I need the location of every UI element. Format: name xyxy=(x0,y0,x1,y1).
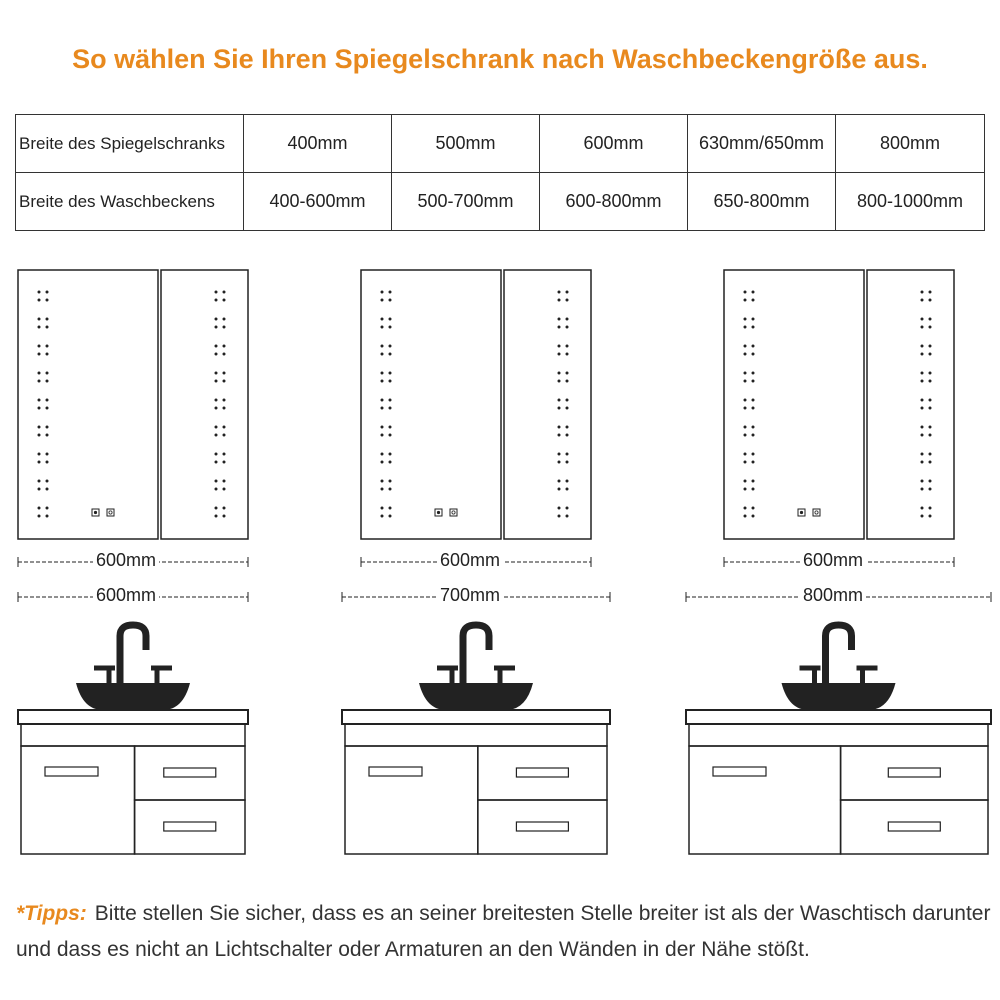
led-dot xyxy=(566,461,569,464)
led-dot xyxy=(389,318,392,321)
led-dot xyxy=(929,453,932,456)
led-dot xyxy=(558,426,561,429)
led-dot xyxy=(929,299,932,302)
touch-switch-ring xyxy=(815,511,818,514)
led-dot xyxy=(46,291,49,294)
led-dot xyxy=(752,326,755,329)
table-cell: 650-800mm xyxy=(688,173,836,231)
led-dot xyxy=(752,345,755,348)
vanity-drawer-bottom-2 xyxy=(478,800,607,854)
led-dot xyxy=(389,326,392,329)
led-dot xyxy=(46,399,49,402)
mirror-cabinet-right-door-2 xyxy=(504,270,591,539)
led-dot xyxy=(215,372,218,375)
led-dot xyxy=(566,345,569,348)
touch-switch-icon xyxy=(813,509,820,516)
led-dot xyxy=(558,434,561,437)
table-cell: 400mm xyxy=(244,115,392,173)
vanity-door-1 xyxy=(21,746,135,854)
led-dot xyxy=(215,407,218,410)
led-dot xyxy=(223,461,226,464)
led-dot xyxy=(389,353,392,356)
led-dot xyxy=(744,380,747,383)
vanity-apron-1 xyxy=(21,724,245,746)
led-dot xyxy=(929,291,932,294)
led-dot xyxy=(921,299,924,302)
led-dot xyxy=(921,461,924,464)
led-dot xyxy=(929,461,932,464)
led-dot xyxy=(38,407,41,410)
led-dot xyxy=(752,480,755,483)
led-dot xyxy=(752,291,755,294)
led-dot xyxy=(744,353,747,356)
faucet-handle-left-1 xyxy=(94,668,115,683)
led-dot xyxy=(38,461,41,464)
led-dot xyxy=(215,345,218,348)
led-dot xyxy=(566,291,569,294)
mirror-cabinet-left-door-1 xyxy=(18,270,158,539)
led-dot xyxy=(381,515,384,518)
led-dot xyxy=(558,507,561,510)
led-dot xyxy=(381,488,384,491)
led-dot xyxy=(929,380,932,383)
led-dot xyxy=(381,326,384,329)
led-dot xyxy=(752,434,755,437)
led-dot xyxy=(744,480,747,483)
led-dot xyxy=(223,399,226,402)
led-dot xyxy=(46,345,49,348)
table-cell: 800-1000mm xyxy=(836,173,985,231)
led-dot xyxy=(921,507,924,510)
led-dot xyxy=(381,291,384,294)
led-dot xyxy=(223,453,226,456)
led-dot xyxy=(38,372,41,375)
led-dot xyxy=(46,426,49,429)
led-dot xyxy=(566,353,569,356)
sink-basin-2 xyxy=(419,683,533,710)
led-dot xyxy=(46,480,49,483)
led-dot xyxy=(744,399,747,402)
led-dot xyxy=(921,480,924,483)
touch-switch-dot xyxy=(94,511,97,514)
table-cell: 800mm xyxy=(836,115,985,173)
table-cell: 600-800mm xyxy=(540,173,688,231)
led-dot xyxy=(381,318,384,321)
faucet-spout-1 xyxy=(120,625,146,683)
led-dot xyxy=(223,480,226,483)
led-dot xyxy=(38,380,41,383)
led-dot xyxy=(381,453,384,456)
drawer-handle-3 xyxy=(888,822,940,831)
touch-switch-dot xyxy=(800,511,803,514)
led-dot xyxy=(921,426,924,429)
led-dot xyxy=(558,299,561,302)
led-dot xyxy=(744,407,747,410)
led-dot xyxy=(566,488,569,491)
door-handle-1 xyxy=(45,767,98,776)
led-dot xyxy=(223,299,226,302)
led-dot xyxy=(223,372,226,375)
led-dot xyxy=(381,507,384,510)
cabinet-width-label-3: 600mm xyxy=(800,550,866,571)
led-dot xyxy=(929,426,932,429)
vanity-apron-3 xyxy=(689,724,988,746)
led-dot xyxy=(929,345,932,348)
led-dot xyxy=(38,515,41,518)
led-dot xyxy=(381,461,384,464)
led-dot xyxy=(929,488,932,491)
led-dot xyxy=(46,372,49,375)
led-dot xyxy=(921,434,924,437)
led-dot xyxy=(223,380,226,383)
led-dot xyxy=(215,426,218,429)
led-dot xyxy=(46,515,49,518)
led-dot xyxy=(46,507,49,510)
led-dot xyxy=(921,380,924,383)
led-dot xyxy=(215,434,218,437)
led-dot xyxy=(38,480,41,483)
led-dot xyxy=(46,407,49,410)
vanity-drawer-top-2 xyxy=(478,746,607,800)
led-dot xyxy=(558,291,561,294)
led-dot xyxy=(389,407,392,410)
led-dot xyxy=(38,453,41,456)
led-dot xyxy=(558,372,561,375)
led-dot xyxy=(929,434,932,437)
led-dot xyxy=(223,318,226,321)
mirror-cabinet-left-door-2 xyxy=(361,270,501,539)
vanity-top-2 xyxy=(342,710,610,724)
led-dot xyxy=(744,318,747,321)
mirror-cabinet-left-door-3 xyxy=(724,270,864,539)
led-dot xyxy=(38,353,41,356)
touch-switch-ring xyxy=(109,511,112,514)
led-dot xyxy=(921,372,924,375)
led-dot xyxy=(929,353,932,356)
led-dot xyxy=(215,291,218,294)
led-dot xyxy=(389,480,392,483)
led-dot xyxy=(744,434,747,437)
led-dot xyxy=(752,461,755,464)
led-dot xyxy=(921,515,924,518)
tips-note xyxy=(16,896,991,968)
row-header: Breite des Spiegelschranks xyxy=(16,115,244,173)
drawer-handle-2 xyxy=(516,822,568,831)
led-dot xyxy=(215,453,218,456)
led-dot xyxy=(215,515,218,518)
led-dot xyxy=(381,426,384,429)
led-dot xyxy=(752,426,755,429)
led-dot xyxy=(46,488,49,491)
led-dot xyxy=(566,326,569,329)
table-cell: 600mm xyxy=(540,115,688,173)
led-dot xyxy=(38,291,41,294)
led-dot xyxy=(46,353,49,356)
led-dot xyxy=(38,345,41,348)
led-dot xyxy=(752,515,755,518)
led-dot xyxy=(744,461,747,464)
led-dot xyxy=(566,407,569,410)
sink-basin-3 xyxy=(782,683,896,710)
led-dot xyxy=(389,426,392,429)
led-dot xyxy=(558,480,561,483)
led-dot xyxy=(215,299,218,302)
door-handle-2 xyxy=(369,767,422,776)
led-dot xyxy=(929,318,932,321)
led-dot xyxy=(921,407,924,410)
faucet-handle-right-2 xyxy=(494,668,515,683)
led-dot xyxy=(389,507,392,510)
led-dot xyxy=(389,380,392,383)
table-cell: 500mm xyxy=(392,115,540,173)
led-dot xyxy=(921,453,924,456)
cabinet-width-label-1: 600mm xyxy=(93,550,159,571)
led-dot xyxy=(215,488,218,491)
page-title: So wählen Sie Ihren Spiegelschrank nach Waschbeckengröße aus. xyxy=(72,44,928,74)
led-dot xyxy=(752,299,755,302)
led-dot xyxy=(921,399,924,402)
led-dot xyxy=(566,515,569,518)
led-dot xyxy=(215,480,218,483)
led-dot xyxy=(223,515,226,518)
led-dot xyxy=(215,380,218,383)
led-dot xyxy=(752,453,755,456)
led-dot xyxy=(558,407,561,410)
led-dot xyxy=(744,299,747,302)
led-dot xyxy=(558,380,561,383)
led-dot xyxy=(46,434,49,437)
drawer-handle-1 xyxy=(164,768,216,777)
led-dot xyxy=(752,318,755,321)
led-dot xyxy=(558,345,561,348)
led-dot xyxy=(389,515,392,518)
row-header: Breite des Waschbeckens xyxy=(16,173,244,231)
led-dot xyxy=(38,318,41,321)
led-dot xyxy=(46,326,49,329)
faucet-spout-3 xyxy=(826,625,852,683)
vanity-drawer-bottom-1 xyxy=(135,800,245,854)
led-dot xyxy=(921,318,924,321)
led-dot xyxy=(389,345,392,348)
table-cell: 500-700mm xyxy=(392,173,540,231)
led-dot xyxy=(744,515,747,518)
led-dot xyxy=(921,353,924,356)
led-dot xyxy=(752,407,755,410)
vanity-door-3 xyxy=(689,746,841,854)
led-dot xyxy=(46,453,49,456)
led-dot xyxy=(389,372,392,375)
led-dot xyxy=(381,407,384,410)
led-dot xyxy=(752,380,755,383)
led-dot xyxy=(389,434,392,437)
led-dot xyxy=(389,453,392,456)
led-dot xyxy=(558,318,561,321)
vanity-door-2 xyxy=(345,746,478,854)
led-dot xyxy=(215,461,218,464)
led-dot xyxy=(929,407,932,410)
door-handle-3 xyxy=(713,767,766,776)
led-dot xyxy=(215,507,218,510)
led-dot xyxy=(381,480,384,483)
led-dot xyxy=(38,507,41,510)
led-dot xyxy=(566,480,569,483)
led-dot xyxy=(38,426,41,429)
led-dot xyxy=(223,291,226,294)
led-dot xyxy=(381,380,384,383)
faucet-handle-right-1 xyxy=(151,668,172,683)
led-dot xyxy=(223,434,226,437)
led-dot xyxy=(566,434,569,437)
cabinet-width-label-2: 600mm xyxy=(437,550,503,571)
vanity-width-label-3: 800mm xyxy=(800,585,866,606)
drawer-handle-1 xyxy=(164,822,216,831)
led-dot xyxy=(223,326,226,329)
led-dot xyxy=(566,453,569,456)
tips-label: *Tipps: xyxy=(16,902,87,925)
vanity-apron-2 xyxy=(345,724,607,746)
led-dot xyxy=(215,399,218,402)
led-dot xyxy=(381,353,384,356)
led-dot xyxy=(744,488,747,491)
faucet-handle-right-3 xyxy=(857,668,878,683)
led-dot xyxy=(566,318,569,321)
led-dot xyxy=(566,299,569,302)
vanity-top-1 xyxy=(18,710,248,724)
touch-switch-dot xyxy=(437,511,440,514)
led-dot xyxy=(389,291,392,294)
led-dot xyxy=(46,318,49,321)
led-dot xyxy=(215,326,218,329)
led-dot xyxy=(929,515,932,518)
led-dot xyxy=(744,507,747,510)
touch-switch-icon xyxy=(450,509,457,516)
led-dot xyxy=(566,372,569,375)
led-dot xyxy=(744,453,747,456)
led-dot xyxy=(381,399,384,402)
vanity-drawer-top-1 xyxy=(135,746,245,800)
led-dot xyxy=(389,399,392,402)
led-dot xyxy=(38,299,41,302)
led-dot xyxy=(381,372,384,375)
led-dot xyxy=(389,299,392,302)
led-dot xyxy=(223,426,226,429)
led-dot xyxy=(215,318,218,321)
tips-text: Bitte stellen Sie sicher, dass es an seiner breitesten Stelle breiter ist als der Waschtisch darunter und dass es nicht an Lichtschalter oder Armaturen an den Wänden in der Nähe stößt. xyxy=(16,902,991,961)
table-cell: 400-600mm xyxy=(244,173,392,231)
led-dot xyxy=(752,399,755,402)
led-dot xyxy=(558,353,561,356)
led-dot xyxy=(223,407,226,410)
led-dot xyxy=(381,345,384,348)
vanity-top-3 xyxy=(686,710,991,724)
led-dot xyxy=(752,488,755,491)
mirror-cabinet-right-door-3 xyxy=(867,270,954,539)
led-dot xyxy=(752,507,755,510)
led-dot xyxy=(929,326,932,329)
led-dot xyxy=(566,507,569,510)
led-dot xyxy=(752,353,755,356)
led-dot xyxy=(744,326,747,329)
led-dot xyxy=(215,353,218,356)
led-dot xyxy=(558,515,561,518)
led-dot xyxy=(38,326,41,329)
led-dot xyxy=(566,380,569,383)
led-dot xyxy=(566,426,569,429)
led-dot xyxy=(223,345,226,348)
led-dot xyxy=(744,291,747,294)
led-dot xyxy=(744,426,747,429)
led-dot xyxy=(223,488,226,491)
touch-switch-ring xyxy=(452,511,455,514)
led-dot xyxy=(921,488,924,491)
led-dot xyxy=(381,434,384,437)
faucet-handle-left-3 xyxy=(800,668,821,683)
sink-basin-1 xyxy=(76,683,190,710)
led-dot xyxy=(46,461,49,464)
led-dot xyxy=(38,488,41,491)
led-dot xyxy=(752,372,755,375)
led-dot xyxy=(558,488,561,491)
led-dot xyxy=(223,507,226,510)
vanity-width-label-2: 700mm xyxy=(437,585,503,606)
drawer-handle-3 xyxy=(888,768,940,777)
led-dot xyxy=(929,372,932,375)
touch-switch-icon xyxy=(107,509,114,516)
led-dot xyxy=(929,480,932,483)
led-dot xyxy=(744,372,747,375)
led-dot xyxy=(46,380,49,383)
led-dot xyxy=(921,291,924,294)
led-dot xyxy=(46,299,49,302)
led-dot xyxy=(389,488,392,491)
led-dot xyxy=(223,353,226,356)
drawer-handle-2 xyxy=(516,768,568,777)
led-dot xyxy=(558,326,561,329)
led-dot xyxy=(38,434,41,437)
led-dot xyxy=(389,461,392,464)
led-dot xyxy=(558,461,561,464)
led-dot xyxy=(558,453,561,456)
mirror-cabinet-right-door-1 xyxy=(161,270,248,539)
led-dot xyxy=(566,399,569,402)
led-dot xyxy=(38,399,41,402)
led-dot xyxy=(558,399,561,402)
vanity-drawer-bottom-3 xyxy=(841,800,988,854)
faucet-spout-2 xyxy=(463,625,489,683)
led-dot xyxy=(929,507,932,510)
table-cell: 630mm/650mm xyxy=(688,115,836,173)
faucet-handle-left-2 xyxy=(437,668,458,683)
led-dot xyxy=(921,326,924,329)
vanity-width-label-1: 600mm xyxy=(93,585,159,606)
vanity-drawer-top-3 xyxy=(841,746,988,800)
led-dot xyxy=(744,345,747,348)
led-dot xyxy=(381,299,384,302)
led-dot xyxy=(921,345,924,348)
led-dot xyxy=(929,399,932,402)
